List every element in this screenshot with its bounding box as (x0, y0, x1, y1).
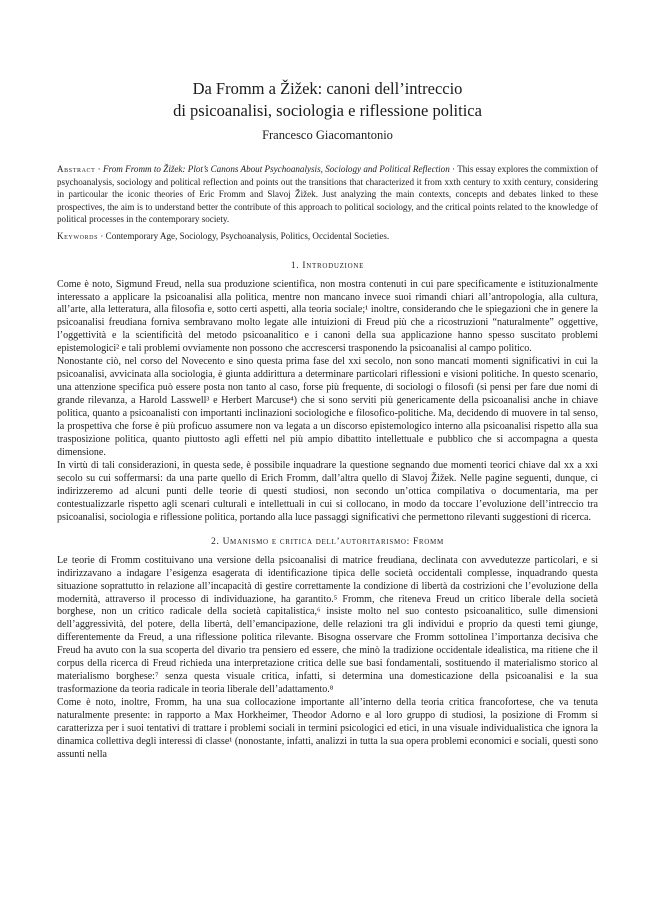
paragraph: Nonostante ciò, nel corso del Novecento e sino questa prima fase del xxi secolo, non sono mancati momenti significativi in cui la psicoanalisi, avvicinata alla sociologia, è giunta addirittura a determinare particolari riflessioni e visioni politiche. In questo scenario, una attenzione specifica può essere posta non tanto al caso, forse più frequente, di sociologi o filosofi (si pensi per fare due nomi di grande rilevanza, a Harold Lasswell³ e Herbert Marcuse⁴) che si sono serviti più genericamente della psicoanalisi anche in chiave politica, quanto a psicoanalisti con importanti inclinazioni sociologiche e filosofico-politiche. Ma, decidendo di muovere in tal senso, la prospettiva che forse è più proficuo assumere non va legata a un discorso epistemologico interno alla psicoanalisi rispetto alla sua trasposizione politica, quanto piuttosto agli effetti nel più ampio dibattito intellettuale e pubblico che si accompagna a questa dimensione. (57, 356, 598, 458)
title-line-1: Da Fromm a Žižek: canoni dell’intreccio (192, 79, 463, 98)
paragraph: Le teorie di Fromm costituivano una versione della psicoanalisi di matrice freudiana, declinata con avvedutezze particolari, e si indirizzavano a indagare l’esigenza esagerata di identificazione tipica delle società occidentali complesse, inquadrando questa situazione soprattutto in relazione all’incapacità di gestire correttamente la condizione di libertà da costrizioni che l’evoluzione della modernità, attraverso il processo di individuazione, ha garantito.⁵ Fromm, che riteneva Freud un critico liberale della società borghese, non un critico radicale della società capitalistica,⁶ insiste molto nel suo contesto psicoanalitico, sulle dimensioni dell’aggressività, del potere, della libertà, dell’emancipazione, delle relazioni tra gli individui e proprio da questi temi giunge, differentemente da Freud, a una riflessione politica rilevante. Bisogna osservare che Fromm sottolinea l’importanza decisiva che Freud ha avuto con la sua scoperta del divario tra pensiero ed essere, che minò la tradizione occidentale idealistica, ma ritiene che il corpus della ricerca di Freud richieda una interpretazione critica delle sue basi fondamentali, sostituendo il materialismo storico al materialismo borghese:⁷ senza questa visuale critica, infatti, si determina una domesticazione della psicoanalisi e la sua trasformazione da teoria radicale in teoria liberale dell’adattamento.⁸ (57, 554, 598, 696)
section-heading-fromm: 2. Umanismo e critica dell’autoritarismo: Fromm (211, 536, 444, 547)
abstract-text: This essay explores the commixtion of psychoanalysis, sociology and political reflection and points out the transitions that characterized it from xxth century to xxith century, considering in particoular the iconic theories of Eric Fromm and Slavoj Žižek. Just analyzing the main contexts, concepts and debates linked to these prospectives, the aim is to understand better the contribute of this approach to political sociology, and the critical points related to the knowledge of political processes in the contemporary society. (57, 164, 598, 225)
paragraph: Come è noto, Sigmund Freud, nella sua produzione scientifica, non mostra contenuti in cui pare specificamente e istituzionalmente interessato a applicare la psicoanalisi alla politica, mentre non mancano invece suoi rimandi chiari all’antropologia, alla cultura, all’arte, alla letteratura, alla filosofia e, sotto certi aspetti, alla teoria sociale;¹ inoltre, considerando che le spiegazioni che in genere la psicoanalisi freudiana forniva sembravano molto legate alle intuizioni di Freud più che a ricostruzioni “naturalmente” oggettive, l’oggettività e la scientificità del metodo psicoanalitico e i canoni della sua applicazione hanno spesso suscitato problemi epistemologici² e tali problemi ovviamente non possono che accrescersi trasponendo la psicoanalisi al campo politico. (57, 278, 598, 355)
article-title (57, 78, 598, 122)
keywords-label: Keywords (57, 230, 99, 241)
title-line-2: di psicoanalisi, sociologia e riflessione politica (173, 101, 482, 120)
keywords: Keywords · Contemporary Age, Sociology, Psychoanalysis, Politics, Occidental Societies. (57, 230, 390, 241)
section-heading-introduzione: 1. Introduzione (290, 260, 365, 271)
author-name: Francesco Giacomantonio (262, 128, 393, 142)
abstract: Abstract · From Fromm to Žižek: Plot’s Canons About Psychoanalysis, Sociology and Political Reflection · This essay explores the commixtion of psychoanalysis, sociology and political reflection and points out the transitions that characterized it from xxth century to xxith century, considering in particoular the iconic theories of Eric Fromm and Slavoj Žižek. Just analyzing the main contexts, concepts and debates linked to these prospectives, the aim is to understand better the contribute of this approach to political sociology, and the critical points related to the knowledge of political processes in the contemporary society. (57, 164, 598, 225)
paragraph: Come è noto, inoltre, Fromm, ha una sua collocazione importante all’interno della teoria critica francofortese, che va tenuta naturalmente presente: in rapporto a Max Horkheimer, Theodor Adorno e al loro gruppo di studiosi, la posizione di Fromm si caratterizza per i suoi tentativi di trattare i problemi sociali in termini psicologici ed etici, in una visuale individualistica che ignora la dinamica collettiva degli interessi di classe¹ (nonostante, infatti, analizzi in tutta la sua opera problemi economici e sociali, questi sono assunti nella (57, 697, 598, 760)
keywords-list: Contemporary Age, Sociology, Psychoanalysis, Politics, Occidental Societies. (105, 230, 390, 241)
abstract-label: Abstract (57, 164, 96, 174)
abstract-title-en: From Fromm to Žižek: Plot’s Canons About Psychoanalysis, Sociology and Political Reflection (103, 164, 450, 174)
paragraph: In virtù di tali considerazioni, in questa sede, è possibile inquadrare la questione segnando due momenti teorici chiave dal xx a xxi secolo su cui soffermarsi: da una parte quello di Erich Fromm, dall’altra quello di Slavoj Žižek. Nelle pagine seguenti, dunque, ci indirizzeremo ad alcuni punti delle teorie di questi studiosi, non secondo un’ottica compilativa o documentaria, ma per contestualizzarle rispetto agli scenari culturali e intellettuali in cui si collocano, in modo da toccare l’evoluzione dell’intreccio tra psicoanalisi, sociologia e riflessione politica, portando alla luce passaggi significativi che permettono rilevanti suggestioni di ricerca. (57, 459, 598, 523)
